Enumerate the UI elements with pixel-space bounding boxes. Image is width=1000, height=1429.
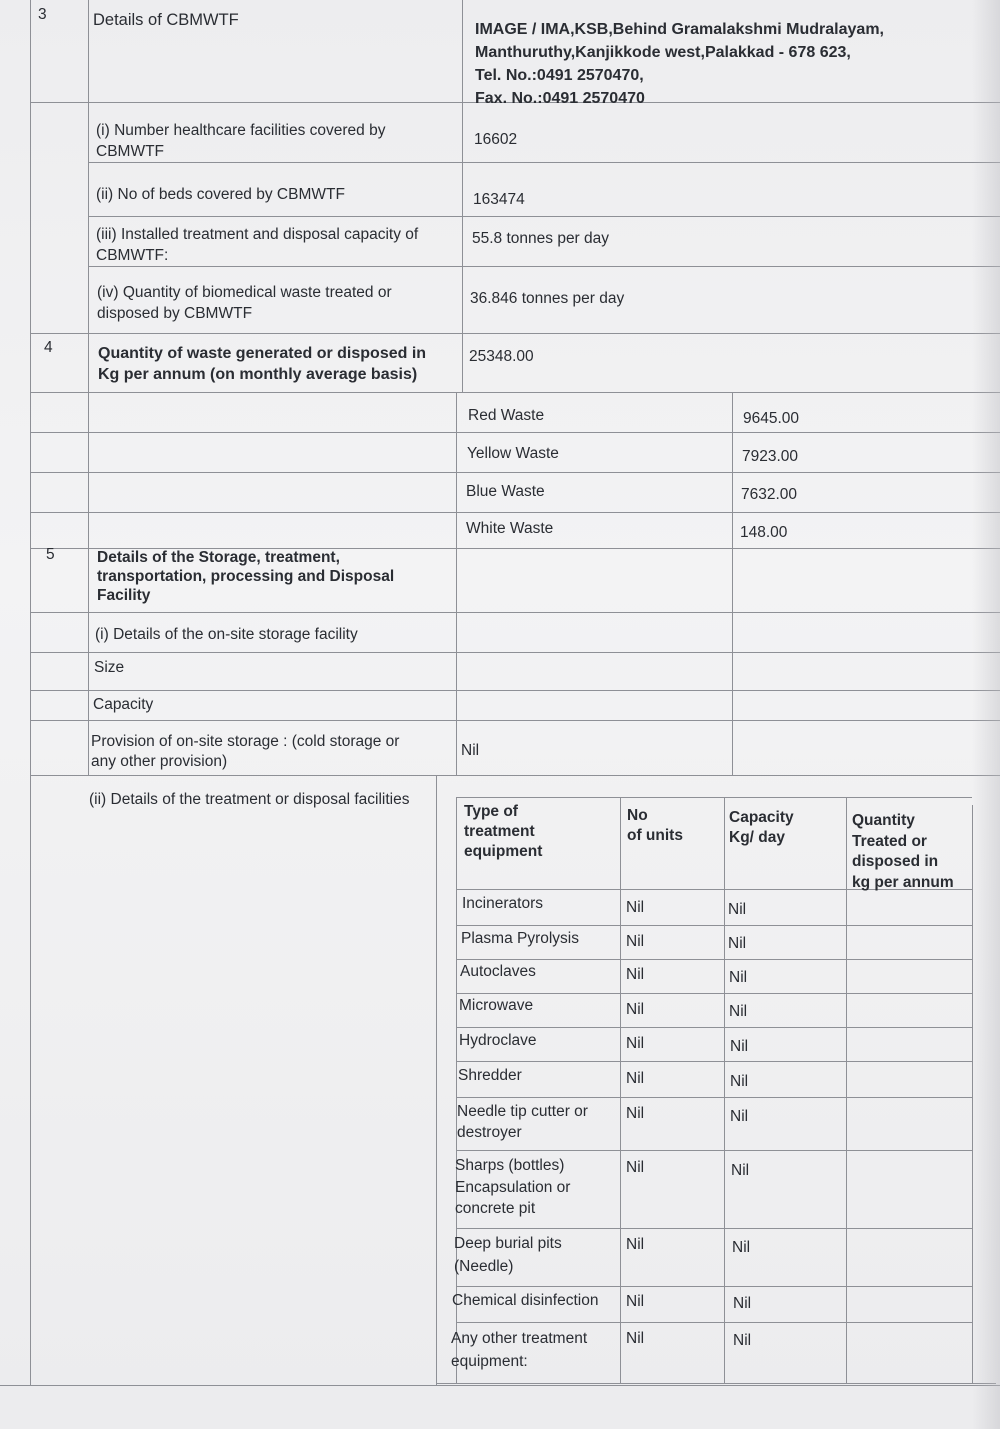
waste-total-value: 25348.00 <box>469 348 534 365</box>
type-line: concrete pit <box>455 1200 536 1217</box>
equipment-units: Nil <box>626 1293 645 1310</box>
label-line: (i) Number healthcare facilities covered by <box>96 122 386 139</box>
header-line: No <box>627 807 648 824</box>
equipment-capacity: Nil <box>728 935 747 952</box>
title-line: Details of the Storage, treatment, <box>97 549 340 566</box>
type-line: Any other treatment <box>451 1330 588 1347</box>
header-line: Kg/ day <box>729 829 785 846</box>
address-line: IMAGE / IMA,KSB,Behind Gramalakshmi Mudralayam, <box>475 21 884 38</box>
address-phone: Tel. No.:0491 2570470, <box>475 67 644 84</box>
type-line: Needle tip cutter or <box>457 1103 588 1120</box>
equipment-capacity: Nil <box>728 901 747 918</box>
label-line: any other provision) <box>91 753 228 770</box>
waste-treated-value: 36.846 tonnes per day <box>470 290 625 307</box>
equipment-capacity: Nil <box>730 1108 749 1125</box>
white-waste-value: 148.00 <box>740 524 788 541</box>
yellow-waste-label: Yellow Waste <box>467 445 559 462</box>
capacity-label: Capacity <box>93 696 154 713</box>
title-line: transportation, processing and Disposal <box>97 568 395 585</box>
header-type-of-equipment <box>464 802 542 862</box>
equipment-units: Nil <box>626 1070 645 1087</box>
equipment-capacity: Nil <box>732 1239 751 1256</box>
label-line: CBMWTF: <box>96 247 169 264</box>
blue-waste-value: 7632.00 <box>741 486 798 503</box>
address-line: Manthuruthy,Kanjikkode west,Palakkad - 678 623, <box>475 44 851 61</box>
title-line: Kg per annum (on monthly average basis) <box>98 366 418 383</box>
section-4-title <box>98 343 426 385</box>
red-waste-value: 9645.00 <box>743 410 800 427</box>
label-line: (iii) Installed treatment and disposal capacity of <box>96 226 419 243</box>
equipment-units: Nil <box>626 966 645 983</box>
header-line: disposed in <box>852 853 939 870</box>
section-5-title <box>97 548 394 605</box>
healthcare-facilities-label <box>96 120 385 162</box>
equipment-type: Shredder <box>458 1067 522 1084</box>
provision-label <box>91 732 399 772</box>
provision-value: Nil <box>461 742 480 759</box>
beds-covered-value: 163474 <box>473 191 525 208</box>
equipment-type: Plasma Pyrolysis <box>461 930 579 947</box>
blue-waste-label: Blue Waste <box>466 483 545 500</box>
equipment-capacity: Nil <box>730 1073 749 1090</box>
header-no-of-units <box>627 806 683 846</box>
equipment-type <box>451 1327 587 1373</box>
header-line: Type of <box>464 803 518 820</box>
equipment-capacity: Nil <box>731 1162 750 1179</box>
equipment-capacity: Nil <box>729 969 748 986</box>
equipment-type <box>455 1155 570 1220</box>
header-line: kg per annum <box>852 873 954 891</box>
label-line: (iv) Quantity of biomedical waste treated or <box>97 284 392 301</box>
title-line: Quantity of waste generated or disposed in <box>98 345 427 362</box>
section-5-number: 5 <box>46 546 55 563</box>
equipment-units: Nil <box>626 1330 645 1347</box>
healthcare-facilities-value: 16602 <box>474 131 518 148</box>
installed-capacity-value: 55.8 tonnes per day <box>472 230 610 247</box>
header-line: treatment <box>464 823 535 840</box>
page-edge-shadow <box>972 0 1000 1429</box>
address-fax: Fax. No.:0491 2570470 <box>475 90 645 107</box>
type-line: Encapsulation or <box>455 1178 571 1196</box>
equipment-type: Hydroclave <box>459 1032 537 1049</box>
equipment-capacity: Nil <box>733 1295 752 1312</box>
label-line: Provision of on-site storage : (cold storage or <box>91 733 400 750</box>
waste-treated-label <box>97 282 392 324</box>
header-quantity-treated <box>852 811 954 893</box>
treatment-facilities-label: (ii) Details of the treatment or disposal facilities <box>89 791 410 808</box>
header-line: Quantity <box>852 812 915 829</box>
label-line: disposed by CBMWTF <box>97 305 253 322</box>
equipment-type: Microwave <box>459 997 534 1014</box>
white-waste-label: White Waste <box>466 520 554 537</box>
header-line: Treated or <box>852 832 927 850</box>
header-line: Capacity <box>729 809 794 826</box>
equipment-units: Nil <box>626 899 645 916</box>
header-line: of units <box>627 827 683 844</box>
equipment-type: Chemical disinfection <box>452 1292 599 1309</box>
equipment-units: Nil <box>626 1236 645 1253</box>
section-3-title: Details of CBMWTF <box>93 11 239 29</box>
type-line: Sharps (bottles) <box>455 1157 565 1174</box>
section-3-number: 3 <box>38 6 47 23</box>
section-4-number: 4 <box>44 339 53 356</box>
size-label: Size <box>94 659 125 676</box>
onsite-storage-label: (i) Details of the on-site storage facility <box>95 626 358 643</box>
type-line: (Needle) <box>454 1258 514 1275</box>
title-line: Facility <box>97 587 151 604</box>
equipment-capacity: Nil <box>733 1332 752 1349</box>
equipment-type: Autoclaves <box>460 963 536 980</box>
equipment-units: Nil <box>626 1159 645 1176</box>
header-line: equipment <box>464 843 543 860</box>
red-waste-label: Red Waste <box>468 407 545 424</box>
equipment-units: Nil <box>626 1001 645 1018</box>
equipment-type <box>457 1101 588 1143</box>
equipment-type <box>454 1232 562 1278</box>
equipment-type: Incinerators <box>462 895 543 912</box>
equipment-units: Nil <box>626 1035 645 1052</box>
equipment-units: Nil <box>626 933 645 950</box>
type-line: Deep burial pits <box>454 1235 562 1252</box>
label-line: CBMWTF <box>96 143 165 160</box>
type-line: equipment: <box>451 1353 528 1370</box>
beds-covered-label: (ii) No of beds covered by CBMWTF <box>96 186 345 203</box>
equipment-capacity: Nil <box>729 1003 748 1020</box>
yellow-waste-value: 7923.00 <box>742 448 799 465</box>
header-capacity <box>729 808 794 848</box>
type-line: destroyer <box>457 1124 522 1141</box>
equipment-capacity: Nil <box>730 1038 749 1055</box>
cbmwtf-address <box>475 18 884 110</box>
equipment-units: Nil <box>626 1105 645 1122</box>
installed-capacity-label <box>96 224 418 266</box>
